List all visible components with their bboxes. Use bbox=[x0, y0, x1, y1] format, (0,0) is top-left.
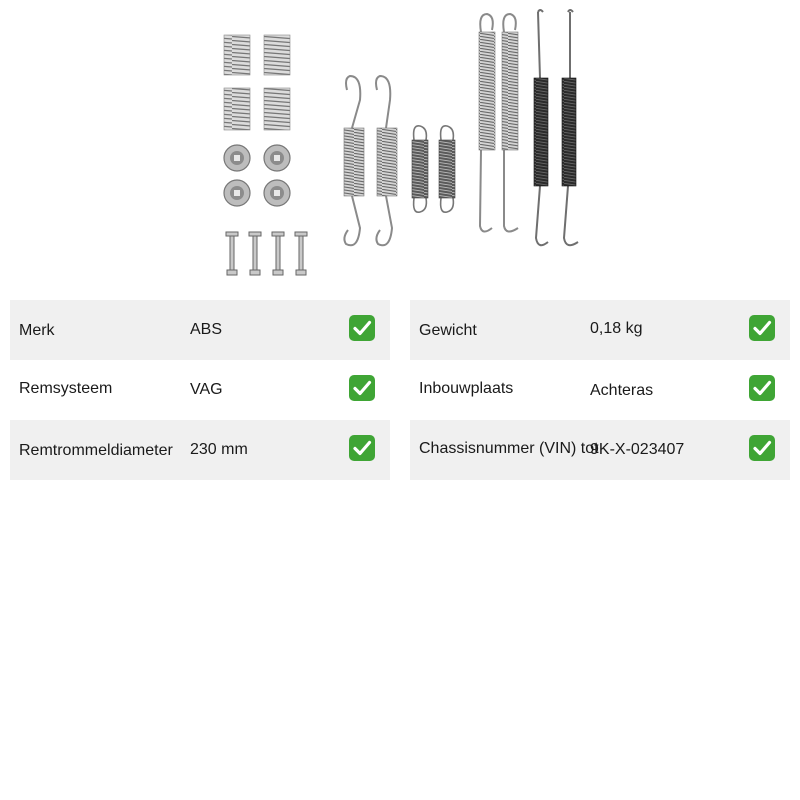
check-icon bbox=[749, 435, 775, 461]
spec-label: Merk bbox=[19, 322, 55, 339]
check-icon bbox=[749, 315, 775, 341]
spec-value: VAG bbox=[190, 381, 223, 398]
spec-value: ABS bbox=[190, 321, 223, 338]
spec-row-gewicht bbox=[410, 300, 790, 360]
spec-value: 230 mm bbox=[190, 441, 248, 458]
spec-row-merk bbox=[10, 300, 390, 360]
spec-label: Gewicht bbox=[419, 322, 477, 339]
check-icon bbox=[749, 375, 775, 401]
spec-label: Chassisnummer (VIN) tot bbox=[419, 440, 599, 457]
check-icon bbox=[349, 375, 375, 401]
check-icon bbox=[349, 435, 375, 461]
spec-row-remtrommeldiameter bbox=[10, 420, 390, 480]
spec-value: 0,18 kg bbox=[590, 320, 643, 337]
specs-table-left bbox=[10, 300, 390, 480]
spec-row-remsysteem bbox=[10, 360, 390, 420]
spec-value: Achteras bbox=[590, 382, 654, 399]
check-icon bbox=[349, 315, 375, 341]
brake-hardware-kit-image bbox=[200, 0, 600, 290]
spec-value: 9K-X-023407 bbox=[590, 441, 685, 458]
spec-row-inbouwplaats bbox=[410, 360, 790, 420]
spec-label: Remtrommeldiameter bbox=[19, 442, 173, 459]
specs-table-right bbox=[410, 300, 790, 480]
product-image bbox=[200, 0, 600, 290]
spec-label: Remsysteem bbox=[19, 380, 113, 397]
spec-row-chassisnummer bbox=[410, 420, 790, 480]
spec-label: Inbouwplaats bbox=[419, 380, 514, 397]
